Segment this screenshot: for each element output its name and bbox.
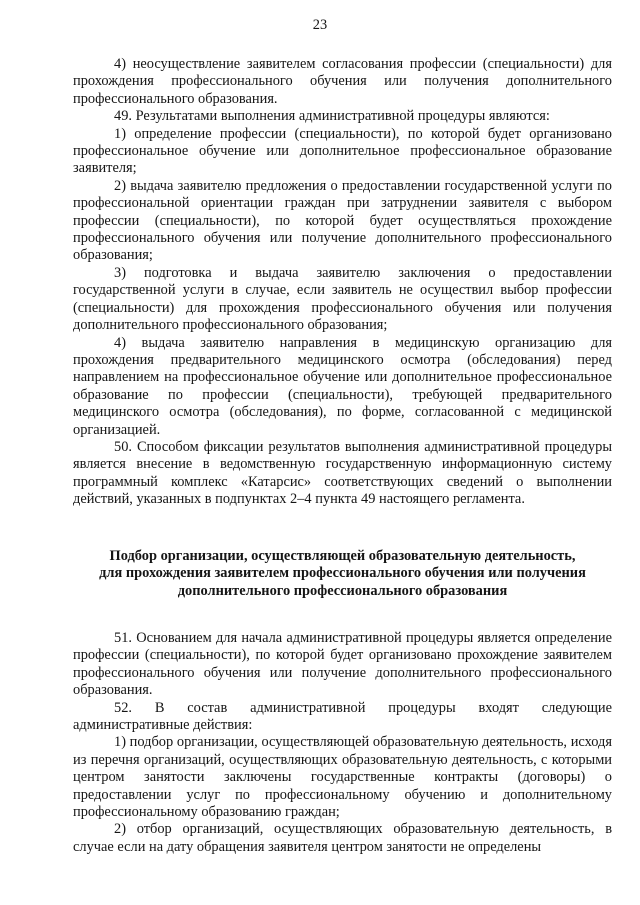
paragraph-52-item-2: 2) отбор организаций, осуществляющих образовательную деятельность, в случае если на дату обращения заявителя центром занятости не определены (73, 821, 612, 855)
paragraph-50: 50. Способом фиксации результатов выполнения административной процедуры является внесение в ведомственную государственную информационную систему программный комплекс «Катарсис» соответствующих сведений о выполнении действий, указанных в подпунктах 2–4 пункта 49 настоящего регламента. (73, 438, 612, 508)
paragraph-52: 52. В состав административной процедуры входят следующие административные действия: (73, 699, 612, 734)
paragraph-51: 51. Основанием для начала административной процедуры является определение профессии (специальности), по которой будет организовано прохождение заявителем профессионального обучения или получение дополнительного профессионального образования. (73, 630, 612, 699)
section-heading-line-2: для прохождения заявителем профессионального обучения или получения (99, 565, 586, 582)
section-heading-line-3: дополнительного профессионального образования (177, 582, 508, 599)
paragraph-49-item-2: 2) выдача заявителю предложения о предоставлении государственной услуги по профессиональной ориентации граждан при затруднении заявителя с выбором профессии (специальности), по которой будет осуществляться прохождение профессионального обучения или получение дополнительного профессионального образования; (73, 177, 612, 264)
section-heading (73, 548, 612, 600)
paragraph-52-item-1: 1) подбор организации, осуществляющей образовательную деятельность, исходя из перечня организаций, осуществляющих образовательную деятельность, с которыми центром занятости заключены государственные контракты (договоры) о предоставлении услуг по профессиональному обучению и дополнительному профессиональному образованию граждан; (73, 734, 612, 821)
paragraph-49-item-4: 4) выдача заявителю направления в медицинскую организацию для прохождения предварительного медицинского осмотра (обследования) перед направлением на профессиональное обучение или дополнительное профессиональное образование по профессии (специальности), требующей предварительного медицинского осмотра (обследования), по форме, согласованной с медицинской организацией. (73, 334, 612, 438)
document-body-top (73, 56, 612, 509)
document-body-bottom (73, 630, 612, 856)
paragraph-49: 49. Результатами выполнения административной процедуры являются: (114, 108, 550, 125)
paragraph-49-item-3: 3) подготовка и выдача заявителю заключения о предоставлении государственной услуги в случае, если заявитель не осуществил выбор профессии (специальности) для прохождения профессионального обучения или получения дополнительного профессионального образования; (73, 264, 612, 334)
paragraph-item-4-non-agreement: 4) неосуществление заявителем согласования профессии (специальности) для прохождения профессионального обучения или получения дополнительного профессионального образования. (73, 56, 612, 107)
page-number: 23 (312, 17, 328, 33)
paragraph-49-item-1: 1) определение профессии (специальности), по которой будет организовано профессиональное обучение или дополнительное профессиональное образование заявителя; (73, 125, 612, 177)
section-heading-line-1: Подбор организации, осуществляющей образовательную деятельность, (109, 548, 576, 564)
